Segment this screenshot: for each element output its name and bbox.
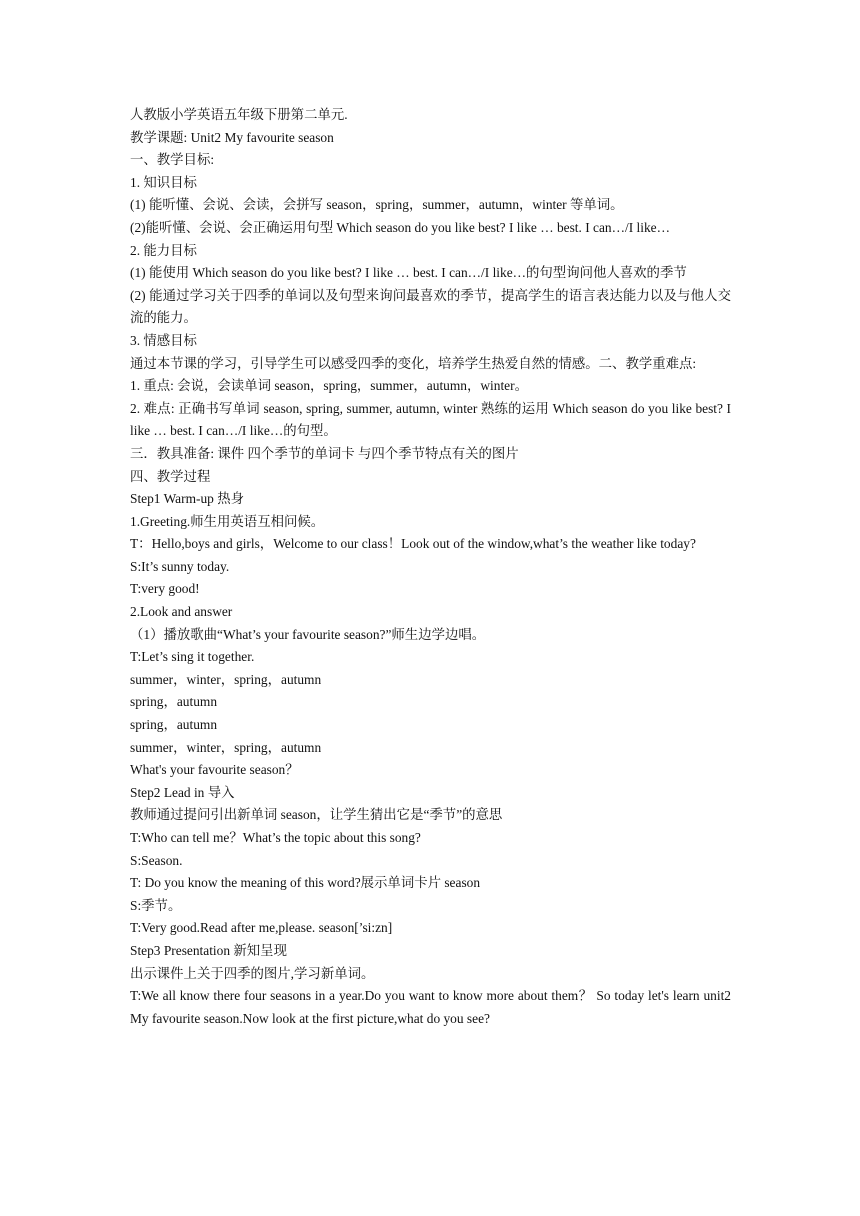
doc-line: S:It’s sunny today. — [130, 558, 230, 574]
doc-line-title: 人教版小学英语五年级下册第二单元. — [130, 107, 348, 122]
doc-line: 出示课件上关于四季的图片,学习新单词。 — [130, 965, 375, 981]
doc-line: S:季节。 — [130, 897, 182, 913]
doc-line: T:Let’s sing it together. — [130, 649, 255, 665]
doc-line: T:Who can tell me？What’s the topic about this song? — [130, 830, 421, 845]
doc-line: （1）播放歌曲“What’s your favourite season?”师生边学边唱。 — [130, 626, 486, 642]
doc-line-topic: 教学课题: Unit2 My favourite season — [130, 129, 334, 145]
doc-paragraph-difficult-point: 2. 难点: 正确书写单词 season, spring, summer, autumn, winter 熟练的运用 Which season do you like best? I like … best. I can…/I like…的句型。 — [130, 400, 731, 439]
doc-line: 2.Look and answer — [130, 604, 233, 620]
doc-line: (1) 能听懂、会说、会读，会拼写 season，spring，summer，autumn，winter 等单词。 — [130, 197, 624, 213]
doc-line-materials: 三．教具准备: 课件 四个季节的单词卡 与四个季节特点有关的图片 — [130, 445, 519, 461]
doc-line: 1.Greeting.师生用英语互相问候。 — [130, 513, 325, 529]
doc-paragraph: T：Hello,boys and girls，Welcome to our class！Look out of the window,what’s the weather like today? — [130, 536, 696, 552]
doc-line: S:Season. — [130, 852, 183, 868]
doc-line-emotion-goal: 3. 情感目标 — [130, 332, 197, 348]
doc-line-heading-process: 四、教学过程 — [130, 468, 211, 484]
doc-line-step3: Step3 Presentation 新知呈现 — [130, 942, 287, 958]
doc-line: (2)能听懂、会说、会正确运用句型 Which season do you like best? I like … best. I can…/I like… — [130, 219, 670, 235]
document-page — [130, 104, 731, 1030]
doc-line: T: Do you know the meaning of this word?展示单词卡片 season — [130, 875, 481, 891]
doc-line-song-lyric: summer，winter，spring，autumn — [130, 739, 322, 755]
doc-line-step2: Step2 Lead in 导入 — [130, 784, 235, 800]
doc-line: T:very good! — [130, 581, 200, 597]
doc-line-song-lyric: What's your favourite season？ — [130, 762, 299, 778]
doc-line-ability-goal: 2. 能力目标 — [130, 242, 197, 258]
doc-line-song-lyric: spring，autumn — [130, 694, 218, 710]
doc-line: T:Very good.Read after me,please. season[’si:zn] — [130, 920, 393, 936]
doc-line-step1: Step1 Warm-up 热身 — [130, 491, 244, 507]
doc-paragraph: 通过本节课的学习，引导学生可以感受四季的变化，培养学生热爱自然的情感。二、教学重难点: — [130, 355, 697, 371]
doc-line-knowledge-goal: 1. 知识目标 — [130, 174, 197, 190]
doc-paragraph: T:We all know there four seasons in a year.Do you want to know more about them？ So today let's learn unit2 My favourite season.Now look at the first picture,what do you see? — [130, 988, 731, 1026]
doc-paragraph: (2) 能通过学习关于四季的单词以及句型来询问最喜欢的季节，提高学生的语言表达能力以及与他人交流的能力。 — [130, 287, 731, 326]
doc-paragraph: (1) 能使用 Which season do you like best? I like … best. I can…/I like…的句型询问他人喜欢的季节 — [130, 265, 687, 281]
doc-line-key-point: 1. 重点: 会说，会读单词 season，spring，summer，autumn，winter。 — [130, 378, 528, 394]
doc-line-heading-goals: 一、教学目标: — [130, 152, 215, 168]
doc-line-song-lyric: spring，autumn — [130, 717, 218, 733]
doc-line: 教师通过提问引出新单词 season，让学生猜出它是“季节”的意思 — [130, 807, 503, 823]
doc-line-song-lyric: summer，winter，spring，autumn — [130, 671, 322, 687]
